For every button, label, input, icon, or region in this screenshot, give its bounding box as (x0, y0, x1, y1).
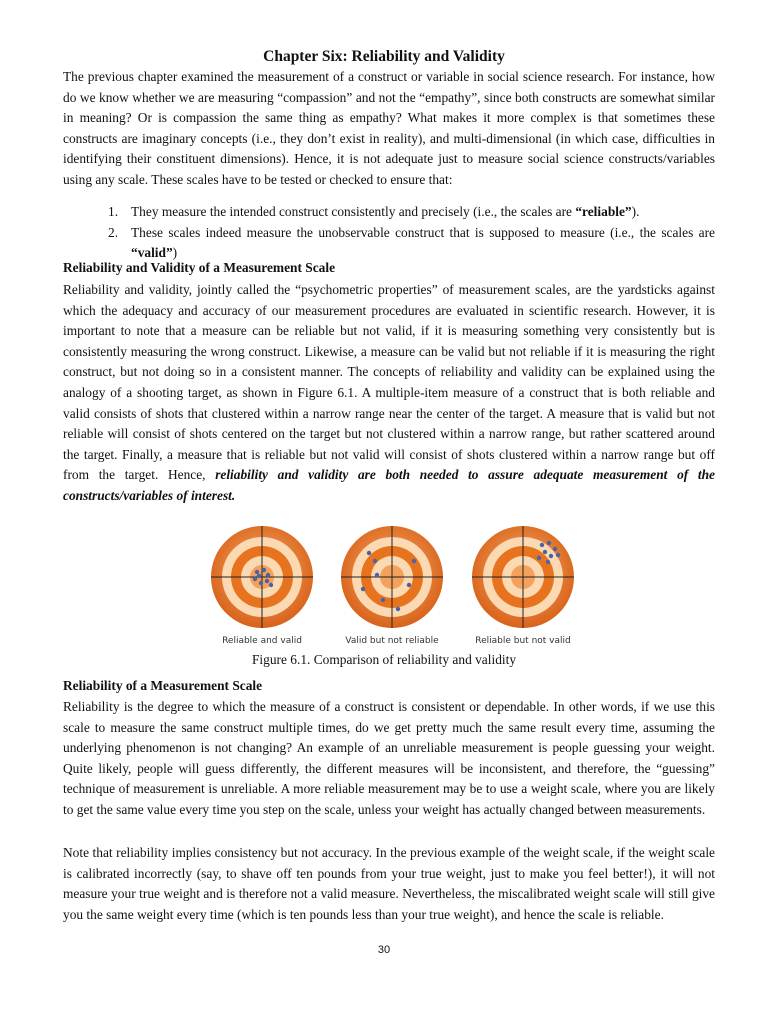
list-number: 1. (108, 204, 119, 219)
figure-caption: Figure 6.1. Comparison of reliability and validity (251, 652, 517, 667)
intro-paragraph: The previous chapter examined the measurement of a construct or variable in social science research. For instance, how do we know whether we are measuring “compassion” and not the “empathy”, since both constructs are somewhat similar in meaning? Or is compassion the same thing as empathy? What makes it more complex is that sometimes these constructs are imaginary concepts (i.e., they don’t exist in reality), and multi-dimensional (in which case, difficulties in identifying their constituent dimensions). Hence, it is not adequate just to measure social science constructs/variables using any scale. These scales have to be tested or checked to ensure that: (63, 69, 715, 187)
chapter-title: Chapter Six: Reliability and Validity (263, 48, 505, 65)
section-heading: Reliability of a Measurement Scale (63, 678, 263, 693)
section-heading: Reliability and Validity of a Measurement Scale (63, 260, 336, 275)
page-number: 30 (377, 944, 391, 956)
figure-label: Reliable and valid (222, 636, 302, 646)
section1-paragraph (63, 280, 715, 507)
figure-label: Valid but not reliable (345, 636, 439, 646)
list-text: These scales indeed measure the unobservable construct that is supposed to measure (i.e., the scales are (131, 224, 715, 240)
list-bold: “reliable” (575, 204, 632, 219)
requirements-list (108, 202, 715, 264)
section1-emphasis: reliability and validity are both needed to assure adequate measurement of the constructs/variables of interest. (63, 467, 715, 503)
targets-figure (205, 525, 585, 650)
section2-paragraph-2: Note that reliability implies consistency but not accuracy. In the previous example of the weight scale, if the weight scale is calibrated incorrectly (say, to shave off ten pounds from your true weight, just to make you feel better!), it will not measure your true weight and is therefore not a valid measure. Nevertheless, the miscalibrated weight scale will still give you the same weight every time (which is ten pounds less than your true weight), and hence the scale is reliable. (63, 845, 715, 922)
list-item (108, 223, 715, 264)
target-reliable-not-valid (472, 526, 574, 628)
list-bold: “valid” (131, 245, 173, 261)
section2-paragraph-1: Reliability is the degree to which the measure of a construct is consistent or dependable. In other words, if we use this scale to measure the same construct multiple times, do we get pretty much the same result every time, assuming the underlying phenomenon is not changing? An example of an unreliable measurement is people guessing your weight. Quite likely, people will guess differently, the different measures will be inconsistent, and therefore, the “guessing” technique of measurement is unreliable. A more reliable measurement may be to use a weight scale, where you are likely to get the same value every time you step on the scale, unless your weight has actually changed between measurements. (63, 699, 715, 817)
list-tail: ). (631, 204, 640, 219)
figure-label: Reliable but not valid (475, 636, 571, 646)
list-item (108, 202, 715, 223)
target-valid-not-reliable (341, 526, 443, 628)
list-text: They measure the intended construct consistently and precisely (i.e., the scales are (131, 204, 576, 219)
list-number: 2. (108, 224, 119, 240)
target-reliable-valid (211, 526, 313, 628)
list-tail: ) (172, 245, 178, 261)
section1-body: Reliability and validity, jointly called the “psychometric properties” of measurement scales, are the yardsticks against which the adequacy and accuracy of our measurement procedures are evaluated in scientific research. However, it is important to note that a measure can be reliable but not valid, if it is measuring something very consistently but is consistently measuring the wrong construct. Likewise, a measure can be valid but not reliable if it is measuring the right construct, but not doing so in a consistent manner. The concepts of reliability and validity can be explained using the analogy of a shooting target, as shown in Figure 6.1. A multiple-item measure of a construct that is both reliable and valid consists of shots that clustered within a narrow range near the center of the target. A measure that is valid but not reliable will consist of shots centered on the target but not clustered within a narrow range, but rather scattered around the target. Finally, a measure that is reliable but not valid will consist of shots clustered within a narrow range but off from the target. Hence, (63, 282, 715, 483)
